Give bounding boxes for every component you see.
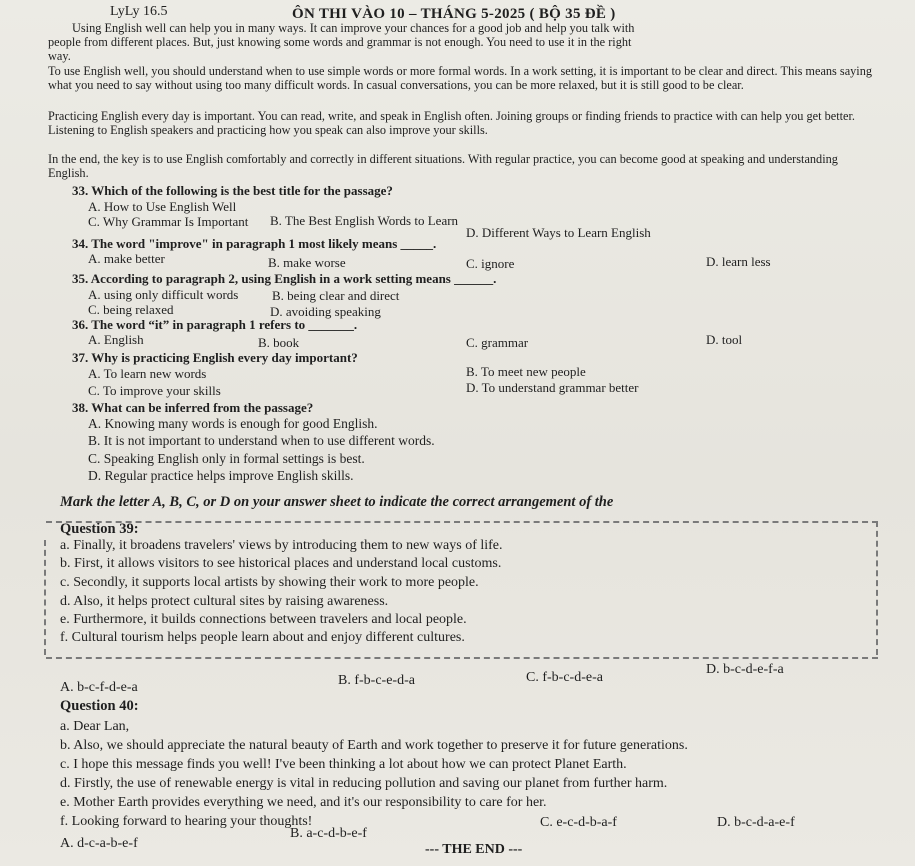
question-38-option-d[interactable]: D. Regular practice helps improve English skills. [88, 468, 354, 483]
question-39-item-c: c. Secondly, it supports local artists by showing their work to more people. [60, 575, 479, 590]
question-38-stem: 38. What can be inferred from the passage? [72, 400, 314, 415]
question-40-item-c: c. I hope this message finds you well! I've been thinking a lot about how we can protect Planet Earth. [60, 757, 627, 772]
question-39-option-b[interactable]: B. f-b-c-e-d-a [338, 673, 415, 688]
box-right-border [876, 521, 878, 655]
question-34-option-d[interactable]: D. learn less [706, 254, 771, 269]
question-39-option-d[interactable]: D. b-c-d-e-f-a [706, 662, 784, 677]
question-40-item-d: d. Firstly, the use of renewable energy is vital in reducing pollution and saving our planet from further harm. [60, 776, 668, 791]
question-33-option-b[interactable]: B. The Best English Words to Learn [270, 213, 459, 228]
question-39-option-c[interactable]: C. f-b-c-d-e-a [526, 670, 603, 685]
question-38-option-a[interactable]: A. Knowing many words is enough for good English. [88, 416, 378, 431]
question-36-option-c[interactable]: C. grammar [466, 335, 529, 350]
passage-line-3: way. [48, 49, 71, 63]
question-33-stem: 33. Which of the following is the best title for the passage? [72, 183, 393, 198]
box-left-border [44, 540, 46, 655]
passage-line-1: Using English well can help you in many ways. It can improve your chances for a good job and help you talk with [72, 21, 635, 35]
question-37-stem: 37. Why is practicing English every day important? [72, 350, 358, 365]
header-left-note: LyLy 16.5 [110, 4, 168, 19]
question-36-option-a[interactable]: A. English [88, 332, 144, 347]
question-39-item-b: b. First, it allows visitors to see historical places and understand local customs. [60, 556, 502, 571]
question-33-option-c[interactable]: C. Why Grammar Is Important [88, 214, 249, 229]
question-38-option-b[interactable]: B. It is not important to understand when to use different words. [88, 433, 435, 448]
question-40-option-a[interactable]: A. d-c-a-b-e-f [60, 836, 138, 851]
question-40-option-d[interactable]: D. b-c-d-a-e-f [717, 815, 795, 830]
question-40-option-c[interactable]: C. e-c-d-b-a-f [540, 815, 617, 830]
end-marker: --- THE END --- [425, 842, 523, 857]
question-35-option-b[interactable]: B. being clear and direct [272, 288, 400, 303]
question-40-option-b[interactable]: B. a-c-d-b-e-f [290, 826, 367, 841]
question-39-option-a[interactable]: A. b-c-f-d-e-a [60, 680, 138, 695]
passage-paragraph-2: To use English well, you should understand when to use simple words or more formal words. In a work setting, it is important to be clear and direct. This means saying what you need to say without using too many difficult words. In casual conversations, you can be more relaxed, but it is still good to be clear. [48, 64, 873, 92]
question-34-stem: 34. The word "improve" in paragraph 1 most likely means _____. [72, 236, 437, 251]
question-39-item-f: f. Cultural tourism helps people learn about and enjoy different cultures. [60, 630, 465, 645]
question-39-title: Question 39: [60, 521, 139, 537]
question-34-option-b[interactable]: B. make worse [268, 255, 346, 270]
passage-paragraph-4: In the end, the key is to use English comfortably and correctly in different situations. With regular practice, you can become good at speaking and understanding English. [48, 152, 838, 180]
question-39-item-a: a. Finally, it broadens travelers' views by introducing them to new ways of life. [60, 538, 503, 553]
question-33-option-d[interactable]: D. Different Ways to Learn English [466, 225, 651, 240]
question-40-title: Question 40: [60, 698, 139, 714]
question-36-option-d[interactable]: D. tool [706, 332, 743, 347]
question-37-option-b[interactable]: B. To meet new people [466, 364, 586, 379]
question-40-item-b: b. Also, we should appreciate the natural beauty of Earth and work together to preserve it for future generations. [60, 738, 688, 753]
passage-paragraph-3: Practicing English every day is important. You can read, write, and speak in English often. Joining groups or finding friends to practice with can help you get better. Listening to English speakers and practicing how you speak can also improve your skills. [48, 109, 855, 137]
question-34-option-c[interactable]: C. ignore [466, 256, 515, 271]
question-40-item-a: a. Dear Lan, [60, 719, 130, 734]
question-39-item-e: e. Furthermore, it builds connections between travelers and local people. [60, 612, 467, 627]
page-title: ÔN THI VÀO 10 – THÁNG 5-2025 ( BỘ 35 ĐỀ ) [292, 6, 616, 22]
question-35-option-c[interactable]: C. being relaxed [88, 302, 174, 317]
question-35-option-a[interactable]: A. using only difficult words [88, 287, 239, 302]
question-33-option-a[interactable]: A. How to Use English Well [88, 199, 237, 214]
question-40-item-f: f. Looking forward to hearing your thoughts! [60, 814, 313, 829]
question-34-option-a[interactable]: A. make better [88, 251, 165, 266]
question-38-option-c[interactable]: C. Speaking English only in formal settings is best. [88, 451, 365, 466]
question-35-option-d[interactable]: D. avoiding speaking [270, 304, 381, 319]
question-35-stem: 35. According to paragraph 2, using English in a work setting means ______. [72, 271, 497, 286]
section-instruction: Mark the letter A, B, C, or D on your answer sheet to indicate the correct arrangement of the [60, 494, 614, 510]
question-37-option-d[interactable]: D. To understand grammar better [466, 380, 639, 395]
question-39-item-d: d. Also, it helps protect cultural sites by raising awareness. [60, 594, 389, 609]
question-40-item-e: e. Mother Earth provides everything we need, and it's our responsibility to care for her. [60, 795, 547, 810]
passage-line-2: people from different places. But, just knowing some words and grammar is not enough. You need to use it in the right [48, 35, 632, 49]
question-37-option-c[interactable]: C. To improve your skills [88, 383, 221, 398]
question-36-stem: 36. The word “it” in paragraph 1 refers to _______. [72, 317, 358, 332]
question-37-option-a[interactable]: A. To learn new words [88, 366, 207, 381]
question-36-option-b[interactable]: B. book [258, 335, 300, 350]
